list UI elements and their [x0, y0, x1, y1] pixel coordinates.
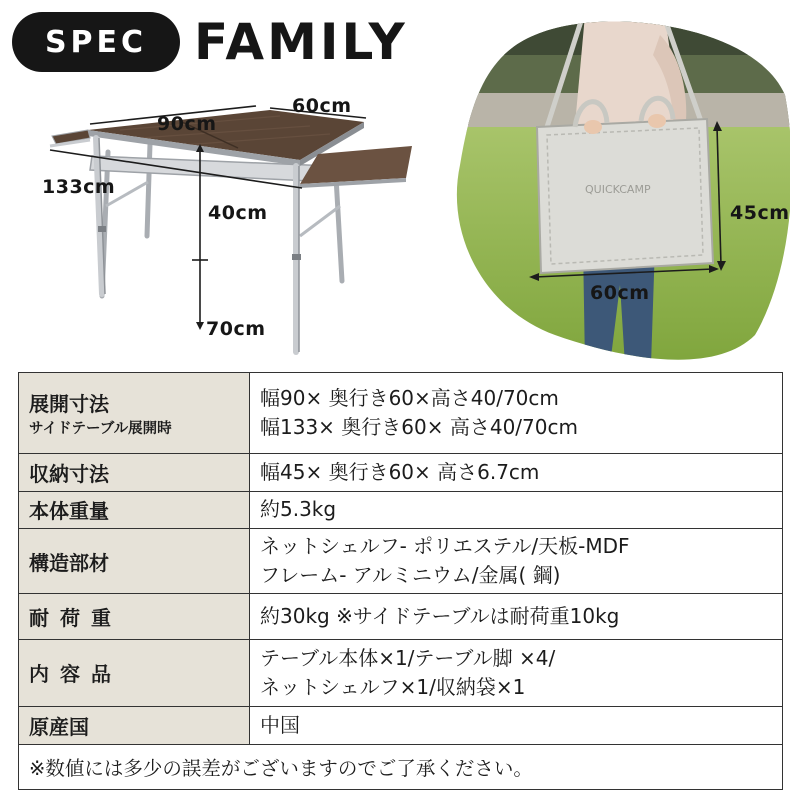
origin-value: 中国	[250, 706, 783, 745]
contents-value: テーブル本体×1/テーブル脚 ×4/	[260, 645, 556, 670]
spec-row-weight	[19, 491, 783, 529]
contents-value-2: ネットシェルフ×1/収納袋×1	[260, 674, 526, 699]
spec-value-contents	[250, 639, 783, 706]
table-depth-label: 60cm	[292, 95, 352, 117]
weight-value: 約5.3kg	[250, 491, 783, 529]
storage-bag-photo	[455, 15, 790, 365]
bag-width-label: 60cm	[590, 282, 650, 304]
weight-label: 本体重量	[19, 491, 250, 529]
table-side-width-label: 133cm	[42, 176, 116, 198]
contents-label: 内容品	[19, 639, 250, 706]
spec-row-contents	[19, 639, 783, 706]
bag-height-label: 45cm	[730, 202, 790, 224]
spec-table	[18, 372, 783, 790]
spec-row-load	[19, 594, 783, 640]
spec-row-storage	[19, 454, 783, 492]
load-value: 約30kg ※サイドテーブルは耐荷重10kg	[250, 594, 783, 640]
load-label: 耐荷重	[19, 594, 250, 640]
spec-row-origin	[19, 706, 783, 745]
bag-brand-text: QUICKCAMP	[585, 183, 651, 196]
spec-row-note	[19, 745, 783, 790]
page-title: FAMILY	[194, 13, 408, 71]
storage-value: 幅45× 奥行き60× 高さ6.7cm	[250, 454, 783, 492]
spec-value-expanded	[250, 373, 783, 454]
expanded-value: 幅90× 奥行き60×高さ40/70cm	[260, 386, 559, 411]
spec-row-materials	[19, 529, 783, 594]
storage-label: 収納寸法	[19, 454, 250, 492]
disclaimer-note: ※数値には多少の誤差がございますのでご了承ください。	[19, 745, 783, 790]
table-width-label: 90cm	[157, 113, 217, 135]
materials-value-frame: フレーム- アルミニウム/金属( 鋼)	[260, 563, 561, 588]
spec-value-materials	[250, 529, 783, 594]
origin-label: 原産国	[19, 706, 250, 745]
materials-label: 構造部材	[19, 529, 250, 594]
table-height-low-label: 40cm	[208, 202, 268, 224]
spec-row-expanded	[19, 373, 783, 454]
spec-badge: SPEC	[12, 12, 180, 72]
spec-label-expanded	[19, 373, 250, 454]
expanded-value-side: 幅133× 奥行き60× 高さ40/70cm	[260, 415, 578, 440]
materials-value: ネットシェルフ- ポリエステル/天板-MDF	[260, 534, 630, 559]
expanded-label: 展開寸法	[29, 392, 109, 417]
table-height-high-label: 70cm	[206, 318, 266, 340]
expanded-sublabel: サイドテーブル展開時	[29, 421, 172, 438]
